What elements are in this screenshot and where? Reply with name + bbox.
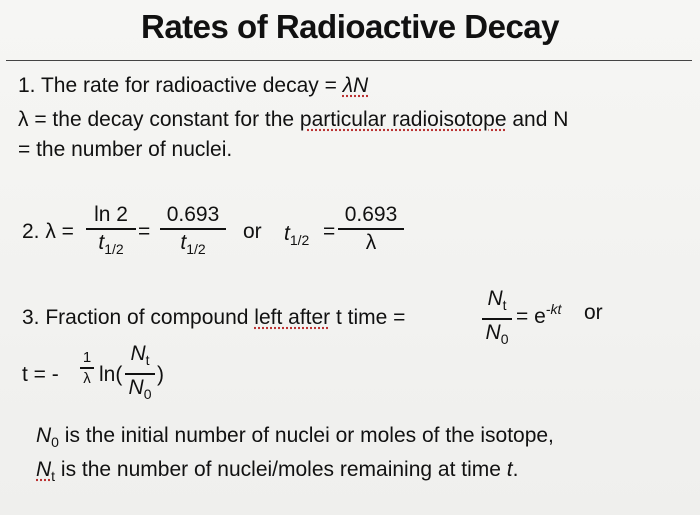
den-n: N (128, 375, 144, 399)
fraction-bar (160, 228, 226, 230)
item1-line2-pre: λ = the decay constant for the (18, 108, 300, 131)
item3-t-equals: t = - (22, 363, 59, 386)
item2-half-life (284, 222, 309, 248)
item3-fraction-nt-n0 (482, 287, 512, 351)
fraction-numerator (482, 287, 512, 317)
slide-title: Rates of Radioactive Decay (140, 8, 559, 45)
equals-e: = e (516, 305, 546, 328)
fraction-denominator (482, 321, 512, 351)
item1-line2-underlined: particular radioisotope (299, 108, 507, 131)
n0-symbol: N (36, 424, 52, 447)
item3-label-underlined: left after (254, 306, 331, 329)
num-n: N (130, 342, 146, 365)
nt-symbol: N (36, 458, 52, 481)
item1-line2-post: and N (506, 108, 569, 131)
t-symbol: t (284, 222, 290, 245)
fraction-denominator (86, 231, 136, 261)
num-sub: t (145, 352, 150, 368)
nt-end: . (512, 458, 519, 481)
fraction-numerator: 1 (82, 349, 92, 366)
den-t: t (98, 230, 105, 254)
item3-fraction-one-over-lambda (80, 349, 94, 387)
den-sub: 1/2 (104, 240, 124, 257)
fraction-bar (80, 367, 94, 369)
fraction-bar (86, 228, 136, 230)
n0-text: is the initial number of nuclei or moles of the isotope, (58, 424, 554, 447)
item1-line1 (18, 74, 368, 98)
fraction-denominator (125, 376, 155, 406)
fraction-bar (125, 373, 155, 375)
fraction-numerator: 0.693 (344, 203, 398, 226)
t-sub: 1/2 (289, 232, 310, 248)
fraction-denominator (160, 231, 226, 261)
den-n: N (485, 320, 501, 344)
den-sub: 0 (500, 330, 509, 347)
item3-label-pre: 3. Fraction of compound (22, 306, 255, 329)
item1-text: 1. The rate for radioactive decay = (18, 74, 343, 97)
item3-label-post: t time = (330, 306, 406, 329)
nt-sub: t (51, 468, 56, 484)
item3-exponential (516, 301, 561, 329)
fraction-denominator: λ (365, 230, 377, 254)
fraction-bar (482, 318, 512, 320)
fraction-numerator: ln 2 (94, 203, 128, 226)
den-sub: 0 (143, 385, 152, 402)
den-sub: 1/2 (186, 240, 206, 257)
den-t: t (180, 230, 187, 254)
item3-ln-open: ln( (99, 363, 123, 386)
fraction-bar (338, 228, 404, 230)
item1-line3: = the number of nuclei. (18, 138, 233, 161)
fraction-denominator: λ (83, 369, 91, 387)
item2-or: or (243, 220, 262, 243)
item2-prefix: 2. λ = (22, 220, 74, 243)
title-divider (6, 60, 692, 61)
note-n0 (36, 424, 554, 450)
fraction-numerator (125, 342, 155, 372)
item3-label (22, 306, 405, 330)
nt-time: t (506, 458, 513, 481)
fraction-numerator: 0.693 (166, 203, 220, 226)
item2-fraction-0693-lambda (338, 203, 404, 255)
item2-equals-1: = (138, 220, 151, 243)
item2-fraction-0693-t (160, 203, 226, 261)
item3-ln-close: ) (157, 363, 164, 386)
num-sub: t (502, 297, 507, 313)
item2-fraction-ln2 (86, 203, 136, 261)
exponent: -kt (545, 301, 562, 317)
nt-text: is the number of nuclei/moles remaining at time (55, 458, 507, 481)
n0-sub: 0 (51, 434, 59, 450)
num-n: N (487, 287, 503, 310)
item2-equals-2: = (323, 220, 336, 243)
note-nt (36, 458, 518, 484)
item1-line2 (18, 108, 568, 132)
item3-or: or (584, 301, 603, 324)
item1-expression: λN (342, 74, 369, 97)
item3-fraction-ln-arg (125, 342, 155, 406)
